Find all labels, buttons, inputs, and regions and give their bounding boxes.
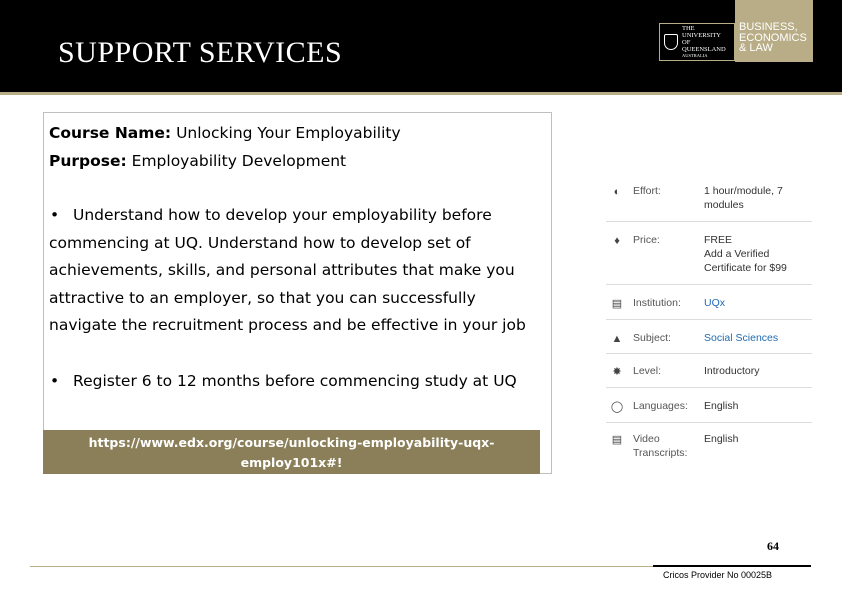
faculty-logo-line: & LAW [739,42,773,54]
gauge-icon: ◐ [613,186,621,198]
course-purpose-label: Purpose: [49,151,127,170]
bullet-1-line: navigate the recruitment process and be effective in your job [49,316,526,334]
speech-bubble-icon: ◯ [610,401,624,413]
footer-rule-accent [653,565,811,567]
uq-logo-line: AUSTRALIA [682,53,708,58]
course-name [49,120,554,148]
transcript-icon: ▤ [611,434,623,446]
divider [606,221,812,222]
course-link-line: https://www.edx.org/course/unlocking-employability-uqx- [88,435,495,450]
course-purpose [49,148,554,176]
bullet-1-line: attractive to an employer, so that you can successfully [49,288,476,307]
level-icon: ✸ [612,366,622,378]
divider [606,284,812,285]
subject-link[interactable]: Social Sciences [704,332,779,344]
page-title: SUPPORT SERVICES [58,36,343,69]
faculty-logo-line: BUSINESS, [739,21,798,33]
tag-icon: ♦ [614,235,620,247]
course-link[interactable] [43,430,540,474]
divider [606,387,812,388]
course-name-value: Unlocking Your Employability [171,124,401,142]
course-link-line: employ101x#! [240,455,343,470]
uq-logo-line: THE UNIVERSITY [682,25,721,39]
course-purpose-value: Employability Development [126,151,347,170]
bullet-char: • [50,371,60,390]
bullet-1: • Understand how to develop your employability before [49,202,554,230]
graduation-cap-icon: ▲ [611,333,623,345]
bullet-1-line: achievements, skills, and personal attributes that make you [49,261,515,279]
uq-logo [659,23,735,61]
faculty-logo [735,0,813,62]
faculty-logo-line: ECONOMICS [739,31,807,44]
divider [606,353,812,354]
header-rule [0,92,842,95]
bullet-2: • Register 6 to 12 months before commencing study at UQ [49,368,554,396]
bullet-1-line: commencing at UQ. Understand how to develop set of [49,233,471,252]
course-name-label: Course Name: [49,124,172,142]
cricos-provider: Cricos Provider No 00025B [663,570,773,580]
institution-icon: ▤ [611,298,623,310]
divider [606,319,812,320]
crest-icon [664,34,678,50]
bullet-char: • [50,206,60,224]
course-text [49,120,554,395]
uq-logo-line: OF QUEENSLAND [682,39,726,53]
institution-link[interactable]: UQx [704,297,725,309]
page-number: 64 [767,539,779,553]
divider [606,422,812,423]
